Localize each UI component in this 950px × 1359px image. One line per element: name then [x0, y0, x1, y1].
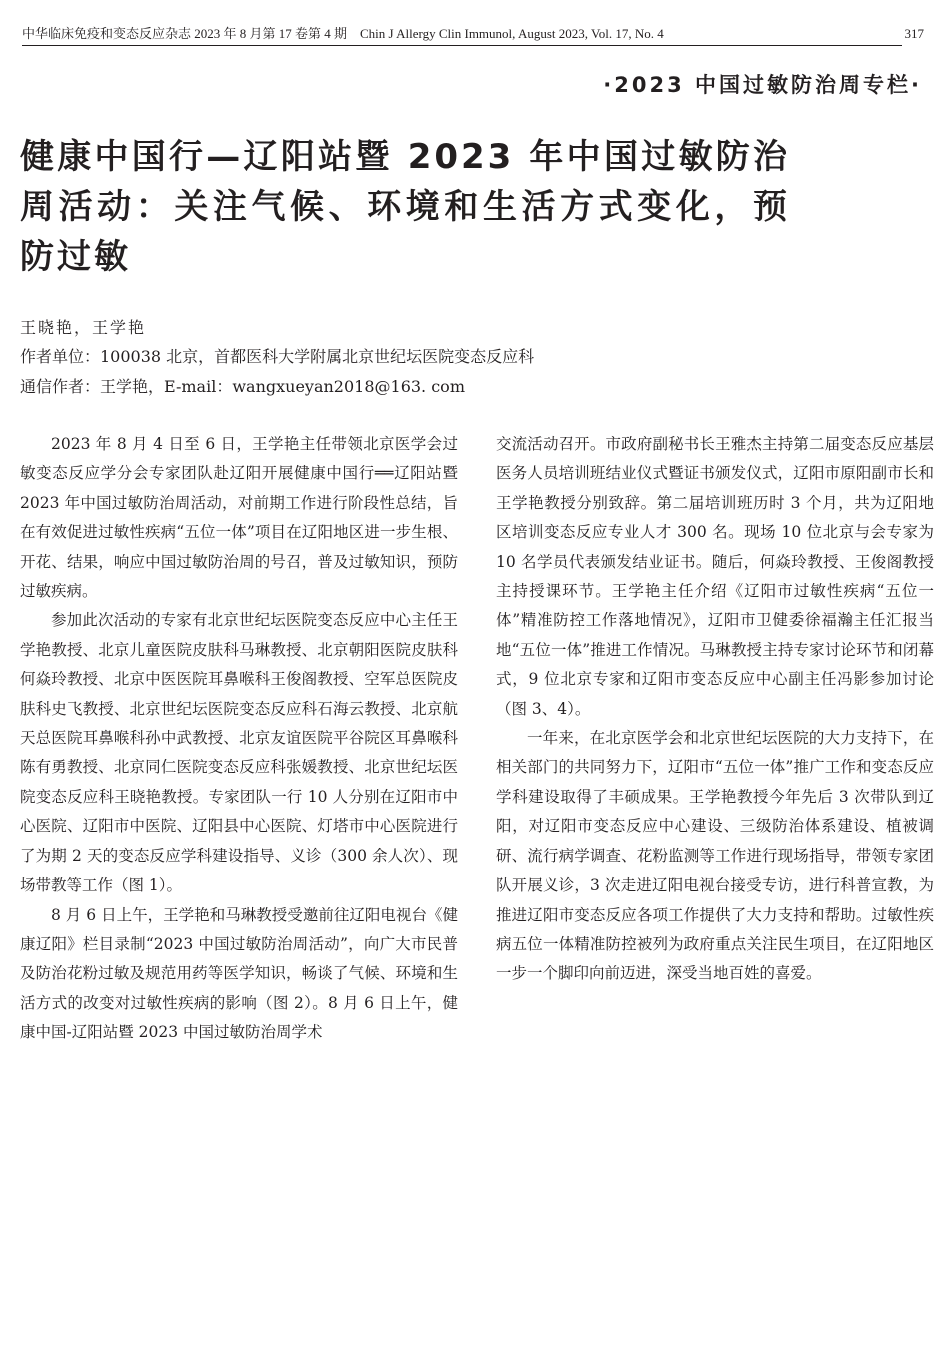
column-label: ·2023 中国过敏防治周专栏· [603, 73, 922, 97]
corresponding-author: 通信作者：王学艳，E-mail：wangxueyan2018@163. com [20, 377, 465, 396]
body-right-column [496, 430, 934, 989]
body-left-column [20, 430, 458, 1048]
body-paragraph: 2023 年 8 月 4 日至 6 日，王学艳主任带领北京医学会过敏变态反应学分会专家团队赴辽阳开展健康中国行══辽阳站暨 2023 年中国过敏防治周活动，对前期工作进行阶段性总结，旨在有效促进过敏性疾病“五位一体”项目在辽阳地区进一步生根、开花、结果，响应中国过敏防治周的号召，普及过敏知识，预防过敏疾病。 [20, 435, 458, 601]
body-paragraph: 8 月 6 日上午，王学艳和马琳教授受邀前往辽阳电视台《健康辽阳》栏目录制“2023 中国过敏防治周活动”，向广大市民普及防治花粉过敏及规范用药等医学知识，畅谈了气候、环境和生活方式的改变对过敏性疾病的影响（图 2）。8 月 6 日上午，健康中国-辽阳站暨 2023 中国过敏防治周学术 [20, 905, 458, 1042]
author-affiliation: 作者单位：100038 北京，首都医科大学附属北京世纪坛医院变态反应科 [20, 347, 535, 366]
body-paragraph: 一年来，在北京医学会和北京世纪坛医院的大力支持下，在相关部门的共同努力下，辽阳市“五位一体”推广工作和变态反应学科建设取得了丰硕成果。王学艳教授今年先后 3 次带队到辽阳，对辽阳市变态反应中心建设、三级防治体系建设、植被调研、流行病学调查、花粉监测等工作进行现场指导，带领专家团队开展义诊，3 次走进辽阳电视台接受专访，进行科普宣教，为推进辽阳市变态反应各项工作提供了大力支持和帮助。过敏性疾病五位一体精准防控被列为政府重点关注民生项目，在辽阳地区一步一个脚印向前迈进，深受当地百姓的喜爱。 [496, 729, 934, 983]
running-header: 中华临床免疫和变态反应杂志 2023 年 8 月第 17 卷第 4 期 Chin J Allergy Clin Immunol, August 2023, Vol. 17, No. 4 [22, 24, 902, 46]
body-paragraph: 参加此次活动的专家有北京世纪坛医院变态反应中心主任王学艳教授、北京儿童医院皮肤科马琳教授、北京朝阳医院皮肤科何焱玲教授、北京中医医院耳鼻喉科王俊阁教授、空军总医院皮肤科史飞教授、北京世纪坛医院变态反应科石海云教授、北京航天总医院耳鼻喉科孙中武教授、北京友谊医院平谷院区耳鼻喉科陈有勇教授、北京同仁医院变态反应科张媛教授、北京世纪坛医院变态反应科王晓艳教授。专家团队一行 10 人分别在辽阳市中心医院、辽阳市中医院、辽阳县中心医院、灯塔市中心医院进行了为期 2 天的变态反应学科建设指导、义诊（300 余人次）、现场带教等工作（图 1）。 [20, 611, 458, 895]
body-paragraph-continued: 交流活动召开。市政府副秘书长王雅杰主持第二届变态反应基层医务人员培训班结业仪式暨证书颁发仪式，辽阳市原阳副市长和王学艳教授分别致辞。第二届培训班历时 3 个月，共为辽阳地区培训变态反应专业人才 300 名。现场 10 位北京与会专家为 10 名学员代表颁发结业证书。随后，何焱玲教授、王俊阁教授主持授课环节。王学艳主任介绍《辽阳市过敏性疾病“五位一体”精准防控工作落地情况》，辽阳市卫健委徐福瀚主任汇报当地“五位一体”推进工作情况。马琳教授主持专家讨论环节和闭幕式，9 位北京专家和辽阳市变态反应中心副主任冯影参加讨论（图 3、4）。 [496, 435, 934, 718]
article-title: 健康中国行—辽阳站暨 2023 年中国过敏防治周活动：关注气候、环境和生活方式变化，预防过敏 [20, 137, 790, 277]
authors: 王晓艳，王学艳 [20, 318, 147, 337]
page-number: 317 [904, 26, 924, 41]
